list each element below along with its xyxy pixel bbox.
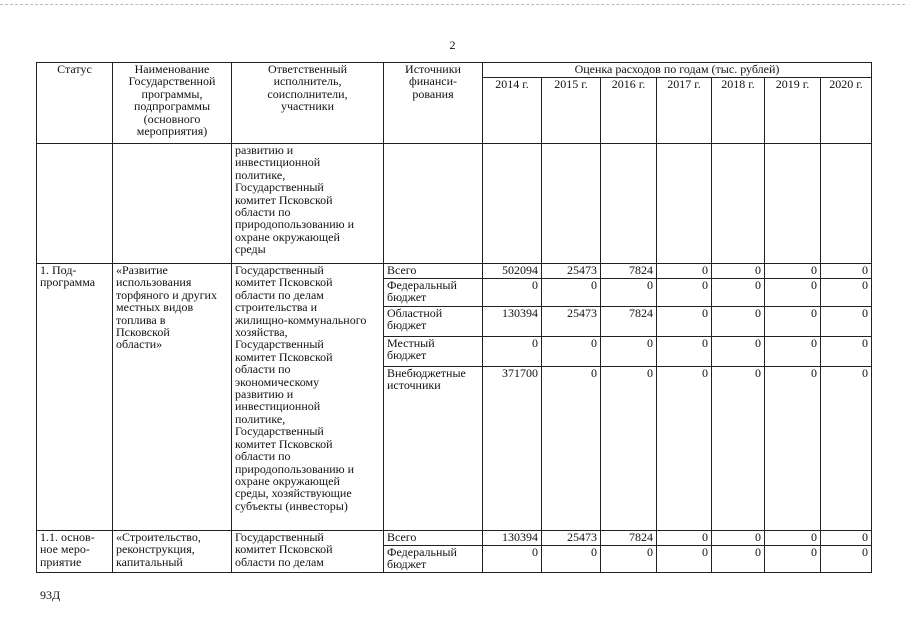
cell-status: 1. Под- программа: [37, 264, 113, 531]
cell-value: 7824: [601, 531, 657, 546]
cell-value: 0: [765, 531, 821, 546]
cell-value: 0: [765, 279, 821, 307]
cell-value: 0: [712, 531, 765, 546]
cell-value: 371700: [483, 367, 542, 531]
cell-value: 7824: [601, 307, 657, 337]
header-year: 2019 г.: [765, 78, 821, 144]
budget-table: [36, 62, 872, 573]
cell-value: 0: [821, 367, 872, 531]
header-responsible: Ответственный исполнитель, соисполнители, участники: [232, 63, 384, 144]
cell-empty: [384, 144, 483, 264]
cell-value: 0: [657, 367, 712, 531]
cell-value: 0: [712, 279, 765, 307]
cell-value: 0: [542, 279, 601, 307]
cell-empty: [37, 144, 113, 264]
cell-source: Федеральный бюджет: [384, 279, 483, 307]
cell-value: 130394: [483, 531, 542, 546]
cell-value: 0: [821, 279, 872, 307]
cell-value: 0: [657, 337, 712, 367]
header-costs: Оценка расходов по годам (тыс. рублей): [483, 63, 872, 78]
cell-source: Федеральный бюджет: [384, 546, 483, 573]
cell-value: 0: [821, 531, 872, 546]
cell-value: 0: [765, 546, 821, 573]
cell-value: 0: [821, 307, 872, 337]
cell-value: 0: [601, 279, 657, 307]
cell-value: 0: [821, 546, 872, 573]
header-status: Статус: [37, 63, 113, 144]
cell-value: 0: [821, 337, 872, 367]
table-row-continuation: [37, 144, 872, 264]
page-number: 2: [449, 38, 456, 52]
cell-value: 0: [765, 264, 821, 279]
cell-source: Местный бюджет: [384, 337, 483, 367]
cell-program-name: «Строительство, реконструкция, капитальный: [113, 531, 232, 573]
cell-value: 7824: [601, 264, 657, 279]
header-year: 2018 г.: [712, 78, 765, 144]
cell-value: 130394: [483, 307, 542, 337]
cell-value: 0: [765, 367, 821, 531]
cell-value: 0: [657, 307, 712, 337]
cell-value: 0: [712, 264, 765, 279]
cell-program-name: «Развитие использования торфяного и других местных видов топлива в Псковской области»: [113, 264, 232, 531]
cell-value: 0: [601, 367, 657, 531]
table-row: [37, 531, 872, 546]
cell-value: 0: [657, 546, 712, 573]
scan-edge-line: [0, 4, 905, 6]
cell-value: 0: [765, 307, 821, 337]
cell-source: Всего: [384, 264, 483, 279]
cell-value: 0: [765, 337, 821, 367]
header-year: 2020 г.: [821, 78, 872, 144]
cell-source: Областной бюджет: [384, 307, 483, 337]
cell-value: 0: [657, 264, 712, 279]
cell-empty: [113, 144, 232, 264]
cell-value: 0: [483, 279, 542, 307]
cell-value: 0: [657, 279, 712, 307]
header-year: 2016 г.: [601, 78, 657, 144]
cell-value: 0: [821, 264, 872, 279]
cell-value: 0: [542, 337, 601, 367]
cell-value: 0: [712, 337, 765, 367]
header-year: 2014 г.: [483, 78, 542, 144]
cell-value: 0: [712, 367, 765, 531]
cell-value: 0: [483, 337, 542, 367]
cell-source: Всего: [384, 531, 483, 546]
cell-status: 1.1. основ- ное меро- приятие: [37, 531, 113, 573]
cell-value: 502094: [483, 264, 542, 279]
cell-value: 0: [712, 546, 765, 573]
cell-value: 0: [657, 531, 712, 546]
header-year: 2015 г.: [542, 78, 601, 144]
cell-value: 0: [601, 337, 657, 367]
cell-value: 25473: [542, 307, 601, 337]
cell-responsible: Государственный комитет Псковской области по делам строительства и жилищно-коммунального хозяйства, Государственный комитет Псковской области по экономическому развитию и инвестиционной политике, Государственный комитет Псковской области по природопользованию и охране окружающей среды, хозяйствующие субъекты (инвесторы): [232, 264, 384, 531]
cell-value: 0: [483, 546, 542, 573]
header-year: 2017 г.: [657, 78, 712, 144]
cell-source: Внебюджетные источники: [384, 367, 483, 531]
header-sources: Источники финанси- рования: [384, 63, 483, 144]
cell-responsible-continuation: развитию и инвестиционной политике, Государственный комитет Псковской области по природопользованию и охране окружающей среды: [232, 144, 384, 264]
footer-code: 93Д: [40, 588, 61, 602]
cell-responsible: Государственный комитет Псковской области по делам: [232, 531, 384, 573]
header-name: Наименование Государственной программы, подпрограммы (основного мероприятия): [113, 63, 232, 144]
cell-value: 0: [601, 546, 657, 573]
cell-value: 25473: [542, 264, 601, 279]
cell-value: 0: [712, 307, 765, 337]
table-row: [37, 264, 872, 279]
cell-value: 0: [542, 367, 601, 531]
cell-value: 25473: [542, 531, 601, 546]
cell-value: 0: [542, 546, 601, 573]
